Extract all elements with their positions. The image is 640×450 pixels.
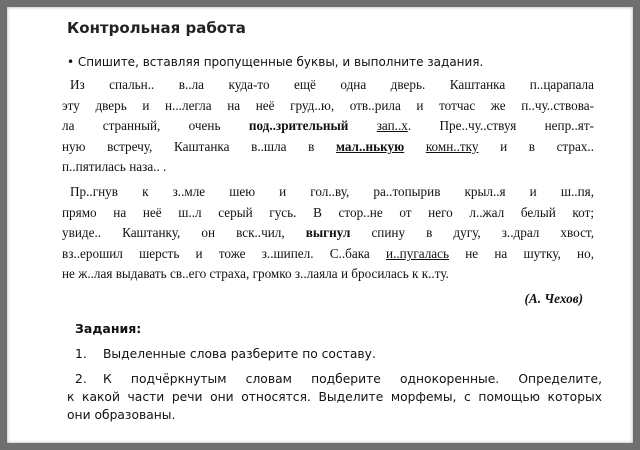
- text-fragment: [348, 118, 376, 133]
- text-line: [62, 137, 594, 158]
- text-fragment: ную встречу, Каштанка в..шла в: [62, 138, 336, 154]
- text-fragment: вз..ерошил шерсть и тоже з..шипел. С..бака: [62, 245, 387, 261]
- task-text: Выделенные слова разберите по составу.: [103, 347, 376, 361]
- text-fragment: [404, 139, 426, 154]
- text-line: [62, 116, 594, 137]
- worksheet-page: [7, 7, 633, 443]
- underlined-word: зап..х: [376, 118, 408, 134]
- tasks-heading: Задания:: [75, 321, 142, 336]
- page-title: Контрольная работа: [67, 19, 246, 37]
- instruction-text: • Спишите, вставляя пропущенные буквы, и выполните задания.: [67, 55, 484, 69]
- task-line: [67, 370, 602, 388]
- bold-underlined-word: мал..нькую: [335, 138, 405, 154]
- underlined-word: и..пугалась: [386, 245, 449, 261]
- task-line: [67, 345, 602, 363]
- author-attribution: (А. Чехов): [524, 291, 583, 306]
- dictation-paragraph-1: [62, 75, 594, 178]
- task-1: [67, 345, 602, 363]
- bold-word: под..зрительный: [248, 118, 349, 134]
- text-line: Из спальн.. в..ла куда-то ещё одна дверь. Каштанка п..царапала: [70, 77, 594, 92]
- bold-word: выгнул: [305, 225, 351, 241]
- text-line: [62, 223, 594, 244]
- task-number: 2.: [75, 372, 87, 386]
- task-line: они образованы.: [67, 408, 176, 422]
- text-fragment: . Пре..чу..ствуя непр..ят-: [407, 118, 594, 134]
- task-line: к какой части речи они относятся. Выделите морфемы, с помощью которых: [67, 390, 602, 404]
- task-number: 1.: [75, 347, 87, 361]
- text-fragment: ла странный, очень: [62, 118, 249, 134]
- dictation-paragraph-2: [62, 182, 594, 285]
- text-fragment: увиде.. Каштанку, он вск..чил,: [62, 225, 306, 241]
- text-line: п..пятилась наза.. .: [62, 159, 167, 175]
- task-text: К подчёркнутым словам подберите однокоренные. Определите,: [103, 372, 602, 386]
- task-2: [67, 370, 602, 424]
- text-line: прямо на неё ш..л серый гусь. В стор..не от него л..жал белый кот;: [62, 204, 594, 220]
- text-fragment: не на шутку, но,: [449, 245, 594, 261]
- underlined-word: комн..тку: [425, 138, 479, 154]
- text-line: Пр..гнув к з..мле шею и гол..ву, ра..топырив крыл..я и ш..пя,: [70, 184, 594, 199]
- text-fragment: и в страх..: [478, 138, 594, 154]
- text-fragment: спину в дугу, з..драл хвост,: [350, 225, 594, 241]
- text-line: [62, 244, 594, 265]
- text-line: эту дверь и н...легла на неё груд..ю, отв..рила и тотчас же п..чу..ствова-: [62, 97, 594, 113]
- text-line: не ж..лая выдавать св..его страха, громко з..лаяла и бросилась к к..ту.: [62, 266, 449, 282]
